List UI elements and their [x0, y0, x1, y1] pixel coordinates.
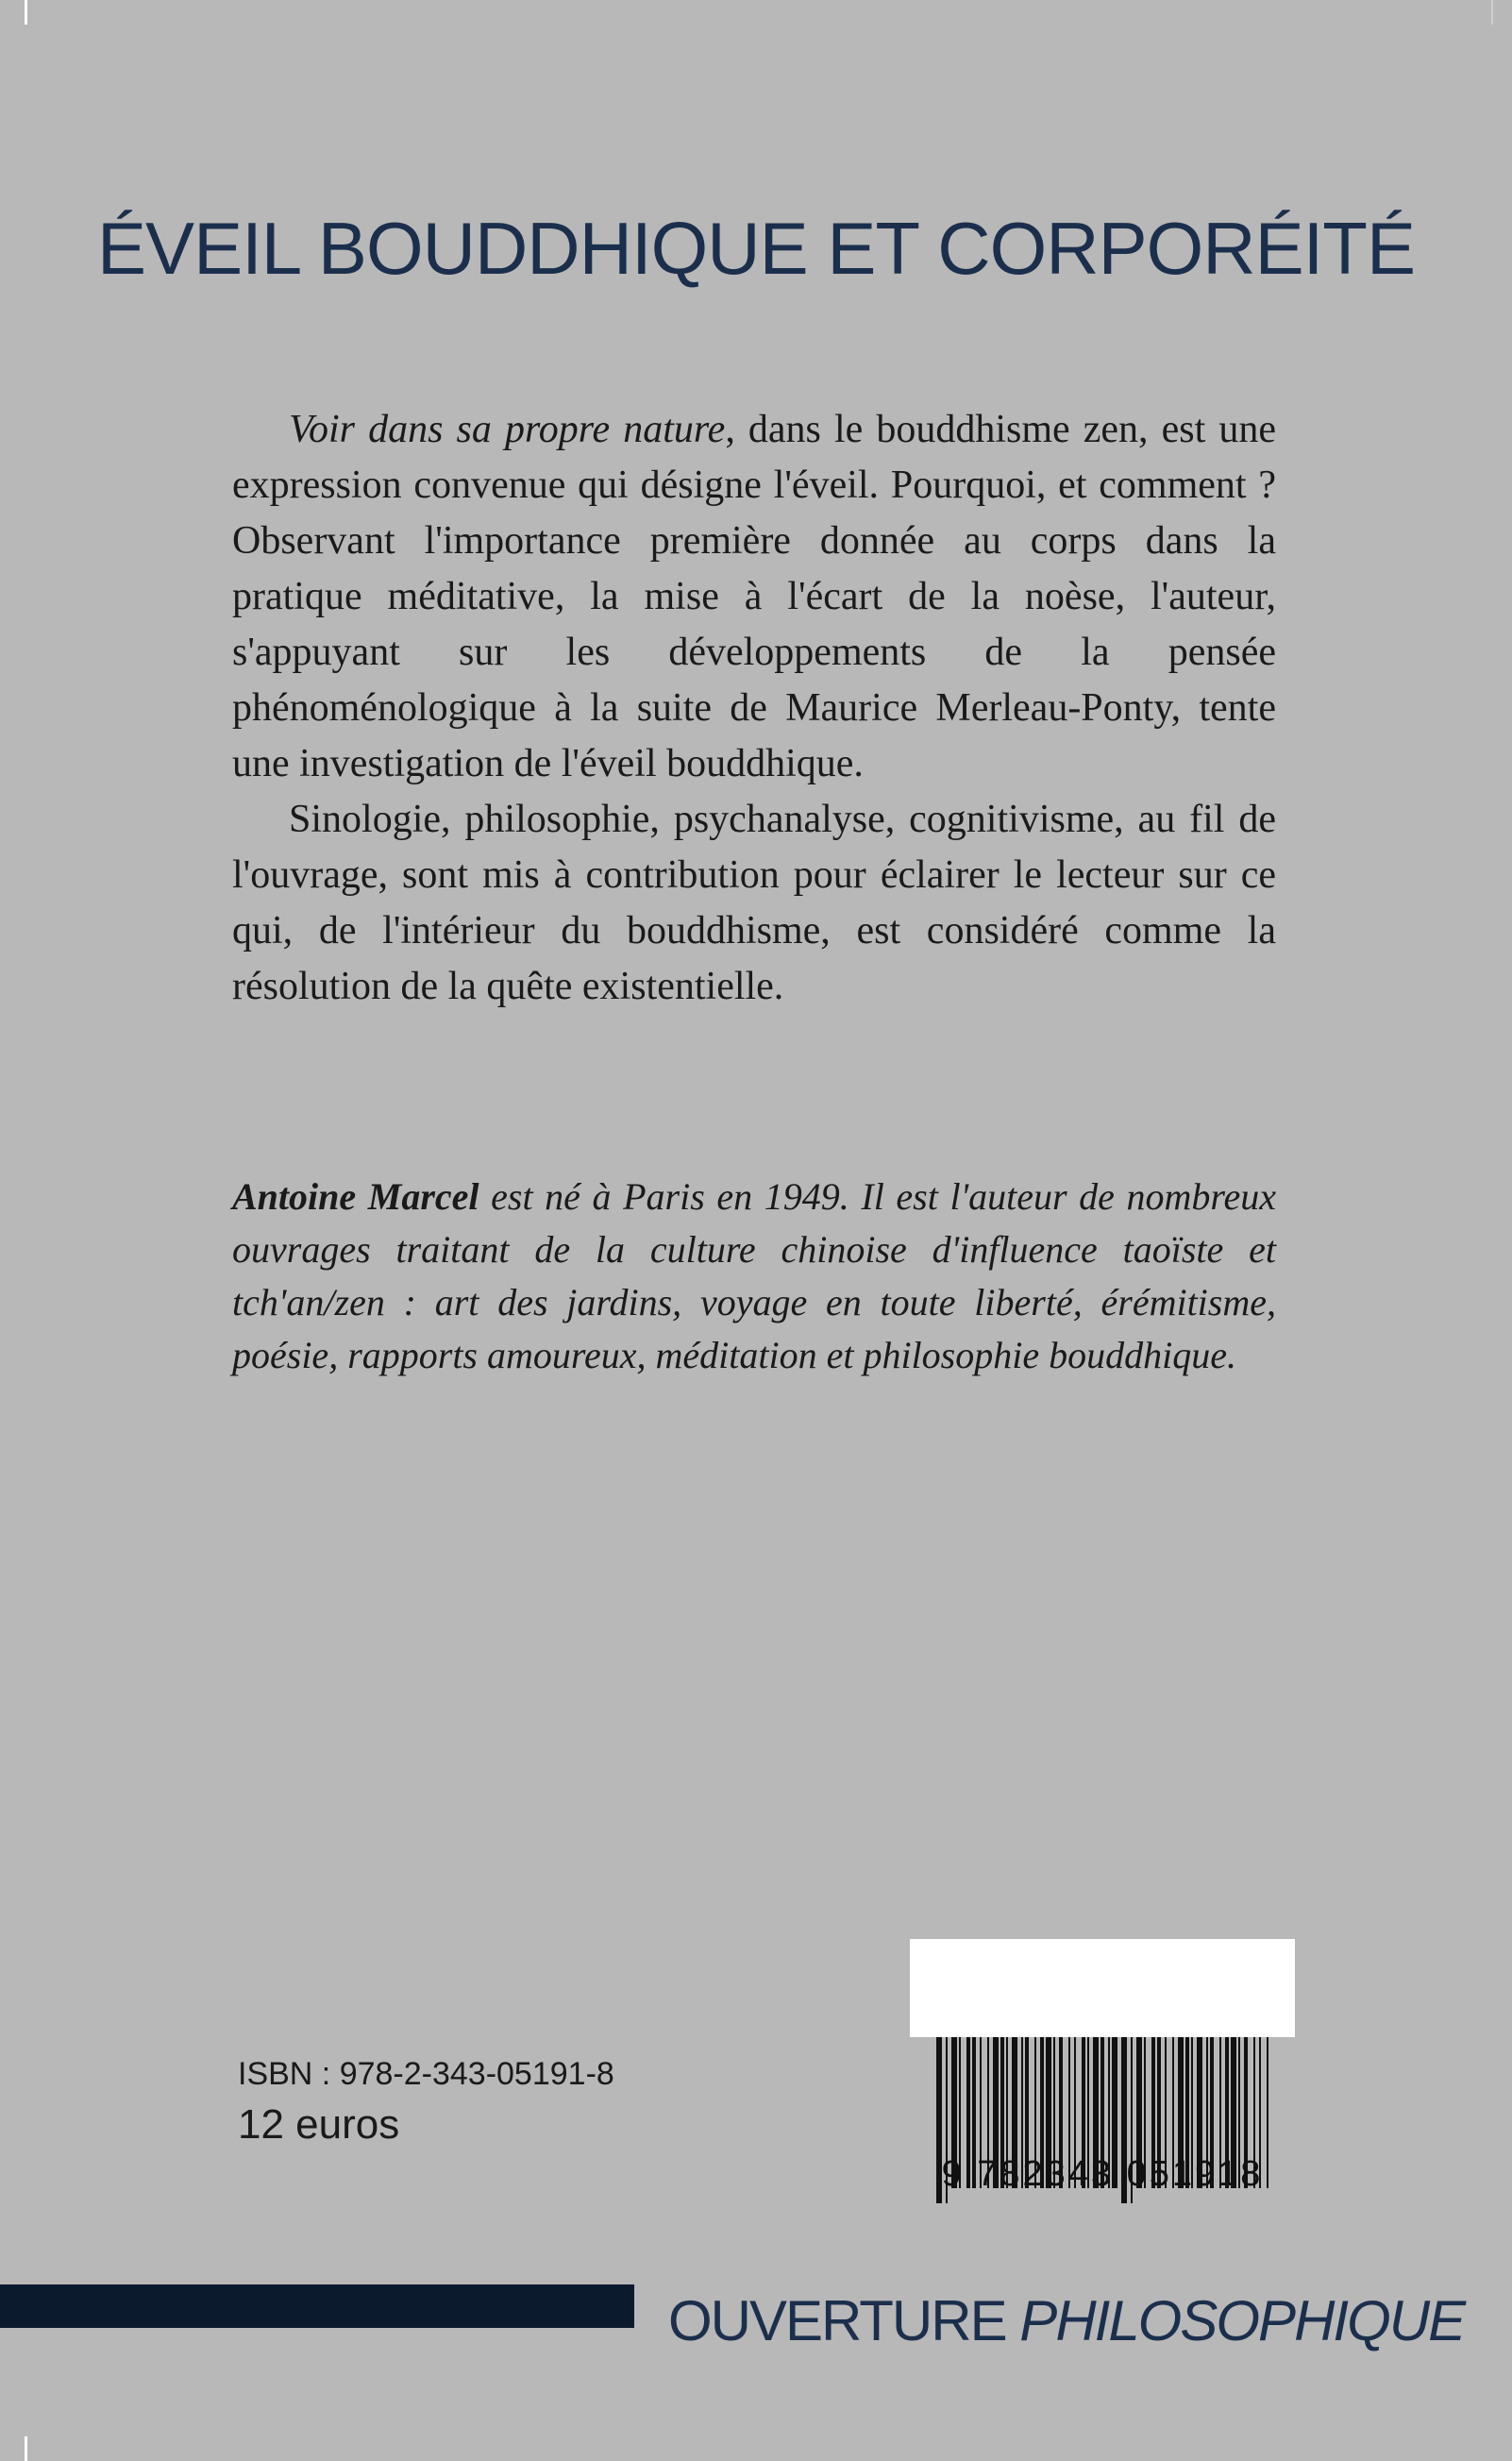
- author-bio-text: est né à Paris en 1949. Il est l'auteur de nombreux ouvrages traitant de la culture chinoise d'influence taoïste et tch'an/zen : art des jardins, voyage en toute liberté, érémitisme, poésie, rapports amoureux, méditation et philosophie bouddhique.: [232, 1175, 1276, 1376]
- author-bio: [232, 1171, 1276, 1382]
- summary-paragraph-1-text: , dans le bouddhisme zen, est une expression convenue qui désigne l'éveil. Pourquoi, et comment ? Observant l'importance première donnée au corps dans la pratique méditative, la mise à l'écart de la noèse, l'auteur, s'appuyant sur les développements de la pensée phénoménologique à la suite de Maurice Merleau-Ponty, tente une investigation de l'éveil bouddhique.: [232, 408, 1276, 785]
- isbn: ISBN : 978-2-343-05191-8: [238, 2056, 614, 2092]
- barcode-digits: 9 782343 051918: [941, 2154, 1264, 2194]
- collection-name: [668, 2288, 1464, 2353]
- author-name: Antoine Marcel: [232, 1175, 479, 1218]
- summary-paragraph-2: Sinologie, philosophie, psychanalyse, cognitivisme, au fil de l'ouvrage, sont mis à contribution pour éclairer le lecteur sur ce qui, de l'intérieur du bouddhisme, est considéré comme la résolution de la quête existentielle.: [232, 798, 1276, 1008]
- collection-name-part1: OUVERTURE: [668, 2289, 1020, 2352]
- book-summary: [232, 402, 1276, 1015]
- book-title: ÉVEIL BOUDDHIQUE ET CORPORÉITÉ: [97, 207, 1415, 290]
- summary-italic-phrase: Voir dans sa propre nature: [289, 408, 726, 451]
- price: 12 euros: [238, 2101, 400, 2148]
- crop-mark-bottom-left: [25, 2436, 27, 2461]
- collection-name-part2: PHILOSOPHIQUE: [1019, 2289, 1465, 2352]
- summary-paragraph-1: [232, 402, 1276, 792]
- collection-band: [0, 2284, 634, 2328]
- crop-mark-top-right: [1491, 0, 1493, 25]
- crop-mark-top-left: [25, 0, 27, 25]
- barcode-label-area: [910, 1939, 1295, 2037]
